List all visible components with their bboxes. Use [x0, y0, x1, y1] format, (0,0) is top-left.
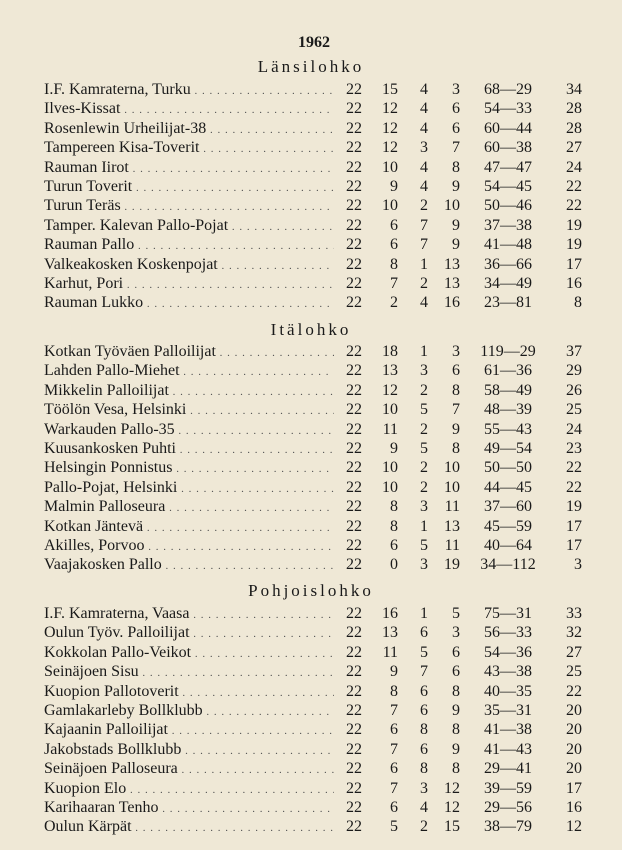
drawn: 2 — [420, 381, 428, 399]
points: 24 — [566, 420, 582, 438]
won: 7 — [390, 701, 398, 719]
goal-ratio: 60—44 — [484, 119, 532, 137]
drawn: 5 — [420, 643, 428, 661]
table-row — [0, 817, 622, 836]
drawn: 1 — [420, 255, 428, 273]
table-row — [0, 138, 622, 157]
won: 10 — [382, 158, 398, 176]
won: 10 — [382, 197, 398, 215]
table-row — [0, 604, 622, 623]
team-name: Karihaaran Tenho . . . — [44, 798, 334, 819]
won: 6 — [390, 536, 398, 554]
lost: 13 — [444, 517, 460, 535]
drawn: 3 — [420, 779, 428, 797]
played: 22 — [346, 177, 362, 195]
won: 6 — [390, 236, 398, 254]
lost: 9 — [452, 216, 460, 234]
won: 6 — [390, 721, 398, 739]
drawn: 7 — [420, 663, 428, 681]
team-name: Gamlakarleby Bollklubb . . . — [44, 701, 334, 722]
won: 2 — [390, 294, 398, 312]
lost: 13 — [444, 255, 460, 273]
lost: 8 — [452, 158, 460, 176]
table-row — [0, 779, 622, 798]
team-name: Pallo-Pojat, Helsinki . . . — [44, 478, 334, 499]
drawn: 2 — [420, 478, 428, 496]
lost: 13 — [444, 274, 460, 292]
goal-ratio: 50—50 — [484, 459, 532, 477]
points: 16 — [566, 274, 582, 292]
table-row — [0, 119, 622, 138]
drawn: 8 — [420, 760, 428, 778]
table-row — [0, 420, 622, 439]
goal-ratio: 50—46 — [484, 197, 532, 215]
team-name: I.F. Kamraterna, Turku . . . — [44, 80, 334, 101]
table-row — [0, 80, 622, 99]
points: 25 — [566, 401, 582, 419]
table-row — [0, 458, 622, 477]
team-name: Jakobstads Bollklubb . . . — [44, 740, 334, 761]
team-name: Kajaanin Palloilijat . . . — [44, 720, 334, 741]
group-heading-italohko: Itälohko — [270, 320, 352, 339]
won: 12 — [382, 100, 398, 118]
table-row — [0, 740, 622, 759]
group-table-pohjoislohko — [0, 604, 622, 837]
table-row — [0, 798, 622, 817]
group-table-italohko — [0, 342, 622, 575]
lost: 8 — [452, 381, 460, 399]
lost: 12 — [444, 798, 460, 816]
team-name: Turun Teräs . . . — [44, 196, 334, 217]
played: 22 — [346, 343, 362, 360]
drawn: 2 — [420, 459, 428, 477]
played: 22 — [346, 236, 362, 254]
lost: 10 — [444, 197, 460, 215]
won: 10 — [382, 459, 398, 477]
played: 22 — [346, 274, 362, 292]
table-row — [0, 99, 622, 118]
played: 22 — [346, 197, 362, 215]
team-name: Seinäjoen Sisu . . . — [44, 662, 334, 683]
lost: 9 — [452, 177, 460, 195]
drawn: 2 — [420, 274, 428, 292]
points: 17 — [566, 517, 582, 535]
won: 11 — [382, 420, 398, 438]
lost: 9 — [452, 740, 460, 758]
goal-ratio: 54—33 — [484, 100, 532, 118]
lost: 9 — [452, 420, 460, 438]
points: 22 — [566, 177, 582, 195]
won: 7 — [390, 274, 398, 292]
team-name: Kuopion Pallotoverit . . . — [44, 682, 334, 703]
played: 22 — [346, 721, 362, 739]
drawn: 4 — [420, 798, 428, 816]
goal-ratio: 44—45 — [484, 478, 532, 496]
played: 22 — [346, 818, 362, 836]
played: 22 — [346, 498, 362, 516]
points: 33 — [566, 605, 582, 622]
goal-ratio: 40—35 — [484, 682, 532, 700]
drawn: 2 — [420, 197, 428, 215]
lost: 8 — [452, 682, 460, 700]
points: 28 — [566, 119, 582, 137]
table-row — [0, 293, 622, 312]
points: 22 — [566, 478, 582, 496]
drawn: 2 — [420, 818, 428, 836]
played: 22 — [346, 420, 362, 438]
goal-ratio: 61—36 — [484, 362, 532, 380]
drawn: 6 — [420, 740, 428, 758]
won: 9 — [390, 663, 398, 681]
lost: 12 — [444, 779, 460, 797]
lost: 5 — [452, 605, 460, 622]
points: 3 — [574, 556, 582, 574]
points: 16 — [566, 798, 582, 816]
played: 22 — [346, 81, 362, 98]
played: 22 — [346, 740, 362, 758]
won: 5 — [390, 818, 398, 836]
team-name: Rosenlewin Urheilijat-38 . . . — [44, 119, 334, 140]
table-row — [0, 158, 622, 177]
table-row — [0, 255, 622, 274]
goal-ratio: 40—64 — [484, 536, 532, 554]
played: 22 — [346, 624, 362, 642]
goal-ratio: 35—31 — [484, 701, 532, 719]
won: 15 — [382, 81, 398, 98]
lost: 15 — [444, 818, 460, 836]
lost: 3 — [452, 81, 460, 98]
won: 13 — [382, 624, 398, 642]
won: 8 — [390, 517, 398, 535]
goal-ratio: 39—59 — [484, 779, 532, 797]
team-name: Warkauden Pallo-35 . . . — [44, 420, 334, 441]
table-row — [0, 381, 622, 400]
table-row — [0, 682, 622, 701]
points: 29 — [566, 362, 582, 380]
goal-ratio: 41—43 — [484, 740, 532, 758]
points: 17 — [566, 779, 582, 797]
lost: 9 — [452, 236, 460, 254]
table-row — [0, 536, 622, 555]
drawn: 1 — [420, 517, 428, 535]
points: 26 — [566, 381, 582, 399]
lost: 7 — [452, 139, 460, 157]
won: 7 — [390, 779, 398, 797]
table-row — [0, 759, 622, 778]
drawn: 5 — [420, 439, 428, 457]
season-year: 1962 — [298, 34, 330, 51]
table-row — [0, 555, 622, 574]
goal-ratio: 29—41 — [484, 760, 532, 778]
drawn: 4 — [420, 81, 428, 98]
played: 22 — [346, 255, 362, 273]
team-name: Kuusankosken Puhti . . . — [44, 439, 334, 460]
played: 22 — [346, 381, 362, 399]
table-row — [0, 623, 622, 642]
points: 27 — [566, 139, 582, 157]
won: 10 — [382, 478, 398, 496]
won: 6 — [390, 216, 398, 234]
points: 19 — [566, 216, 582, 234]
lost: 6 — [452, 643, 460, 661]
team-name: Oulun Kärpät . . . — [44, 817, 334, 838]
table-row — [0, 361, 622, 380]
team-name: Akilles, Porvoo . . . — [44, 536, 334, 557]
goal-ratio: 56—33 — [484, 624, 532, 642]
drawn: 3 — [420, 498, 428, 516]
drawn: 1 — [420, 605, 428, 622]
played: 22 — [346, 556, 362, 574]
won: 8 — [390, 255, 398, 273]
team-name: Rauman Lukko . . . — [44, 293, 334, 314]
team-name: Mikkelin Palloilijat . . . — [44, 381, 334, 402]
team-name: Turun Toverit . . . — [44, 177, 334, 198]
lost: 7 — [452, 401, 460, 419]
goal-ratio: 23—81 — [484, 294, 532, 312]
lost: 6 — [452, 362, 460, 380]
lost: 6 — [452, 100, 460, 118]
won: 0 — [390, 556, 398, 574]
won: 12 — [382, 381, 398, 399]
goal-ratio: 43—38 — [484, 663, 532, 681]
table-row — [0, 196, 622, 215]
won: 6 — [390, 798, 398, 816]
team-name: Kuopion Elo . . . — [44, 779, 334, 800]
team-name: Lahden Pallo-Miehet . . . — [44, 361, 334, 382]
table-row — [0, 720, 622, 739]
team-name: Rauman Pallo . . . — [44, 235, 334, 256]
played: 22 — [346, 294, 362, 312]
goal-ratio: 45—59 — [484, 517, 532, 535]
table-row — [0, 497, 622, 516]
played: 22 — [346, 216, 362, 234]
won: 10 — [382, 401, 398, 419]
goal-ratio: 41—38 — [484, 721, 532, 739]
lost: 8 — [452, 439, 460, 457]
drawn: 5 — [420, 401, 428, 419]
table-row — [0, 517, 622, 536]
table-row — [0, 643, 622, 662]
table-row — [0, 662, 622, 681]
won: 12 — [382, 119, 398, 137]
played: 22 — [346, 439, 362, 457]
won: 18 — [382, 343, 398, 360]
table-row — [0, 439, 622, 458]
points: 32 — [566, 624, 582, 642]
played: 22 — [346, 643, 362, 661]
lost: 6 — [452, 119, 460, 137]
won: 9 — [390, 177, 398, 195]
lost: 19 — [444, 556, 460, 574]
points: 24 — [566, 158, 582, 176]
team-name: Kotkan Jäntevä . . . — [44, 517, 334, 538]
won: 8 — [390, 682, 398, 700]
drawn: 3 — [420, 139, 428, 157]
lost: 16 — [444, 294, 460, 312]
drawn: 6 — [420, 682, 428, 700]
team-name: Malmin Palloseura . . . — [44, 497, 334, 518]
team-name: Kokkolan Pallo-Veikot . . . — [44, 643, 334, 664]
won: 11 — [382, 643, 398, 661]
points: 25 — [566, 663, 582, 681]
group-heading-lansilohko: Länsilohko — [257, 57, 365, 76]
goal-ratio: 54—45 — [484, 177, 532, 195]
points: 34 — [566, 81, 582, 98]
team-name: Ilves-Kissat . . . — [44, 99, 334, 120]
played: 22 — [346, 682, 362, 700]
played: 22 — [346, 139, 362, 157]
played: 22 — [346, 779, 362, 797]
team-name: Töölön Vesa, Helsinki . . . — [44, 400, 334, 421]
team-name: I.F. Kamraterna, Vaasa . . . — [44, 604, 334, 625]
drawn: 4 — [420, 158, 428, 176]
points: 8 — [574, 294, 582, 312]
team-name: Seinäjoen Palloseura . . . — [44, 759, 334, 780]
played: 22 — [346, 798, 362, 816]
team-name: Valkeakosken Koskenpojat . . . — [44, 255, 334, 276]
goal-ratio: 55—43 — [484, 420, 532, 438]
team-name: Oulun Työv. Palloilijat . . . — [44, 623, 334, 644]
goal-ratio: 36—66 — [484, 255, 532, 273]
points: 19 — [566, 236, 582, 254]
table-row — [0, 342, 622, 361]
points: 17 — [566, 255, 582, 273]
lost: 3 — [452, 343, 460, 360]
lost: 8 — [452, 760, 460, 778]
points: 37 — [566, 343, 582, 360]
goal-ratio: 37—38 — [484, 216, 532, 234]
played: 22 — [346, 401, 362, 419]
table-row — [0, 478, 622, 497]
team-name: Vaajakosken Pallo . . . — [44, 555, 334, 576]
won: 6 — [390, 760, 398, 778]
won: 12 — [382, 139, 398, 157]
points: 17 — [566, 536, 582, 554]
played: 22 — [346, 158, 362, 176]
points: 20 — [566, 701, 582, 719]
played: 22 — [346, 663, 362, 681]
goal-ratio: 68—29 — [484, 81, 532, 98]
goal-ratio: 54—36 — [484, 643, 532, 661]
goal-ratio: 34—112 — [480, 556, 536, 574]
drawn: 2 — [420, 420, 428, 438]
points: 20 — [566, 740, 582, 758]
played: 22 — [346, 459, 362, 477]
goal-ratio: 41—48 — [484, 236, 532, 254]
goal-ratio: 29—56 — [484, 798, 532, 816]
points: 19 — [566, 498, 582, 516]
goal-ratio: 58—49 — [484, 381, 532, 399]
drawn: 4 — [420, 119, 428, 137]
team-name: Helsingin Ponnistus . . . — [44, 458, 334, 479]
drawn: 1 — [420, 343, 428, 360]
table-row — [0, 274, 622, 293]
group-table-lansilohko — [0, 80, 622, 313]
played: 22 — [346, 478, 362, 496]
group-heading-pohjoislohko: Pohjoislohko — [248, 581, 374, 600]
played: 22 — [346, 100, 362, 118]
won: 7 — [390, 740, 398, 758]
table-row — [0, 400, 622, 419]
lost: 6 — [452, 663, 460, 681]
lost: 8 — [452, 721, 460, 739]
drawn: 6 — [420, 624, 428, 642]
played: 22 — [346, 362, 362, 380]
goal-ratio: 37—60 — [484, 498, 532, 516]
played: 22 — [346, 701, 362, 719]
lost: 11 — [444, 536, 460, 554]
team-name: Karhut, Pori . . . — [44, 274, 334, 295]
goal-ratio: 119—29 — [480, 343, 536, 360]
played: 22 — [346, 517, 362, 535]
played: 22 — [346, 605, 362, 622]
drawn: 7 — [420, 236, 428, 254]
drawn: 7 — [420, 216, 428, 234]
points: 22 — [566, 682, 582, 700]
drawn: 3 — [420, 556, 428, 574]
team-name: Tamper. Kalevan Pallo-Pojat . . . — [44, 216, 334, 237]
drawn: 4 — [420, 294, 428, 312]
lost: 10 — [444, 478, 460, 496]
table-row — [0, 701, 622, 720]
played: 22 — [346, 119, 362, 137]
drawn: 6 — [420, 701, 428, 719]
table-row — [0, 177, 622, 196]
team-name: Rauman Iirot . . . — [44, 158, 334, 179]
goal-ratio: 48—39 — [484, 401, 532, 419]
won: 16 — [382, 605, 398, 622]
drawn: 4 — [420, 177, 428, 195]
table-row — [0, 235, 622, 254]
goal-ratio: 75—31 — [484, 605, 532, 622]
lost: 3 — [452, 624, 460, 642]
goal-ratio: 34—49 — [484, 274, 532, 292]
points: 23 — [566, 439, 582, 457]
points: 27 — [566, 643, 582, 661]
played: 22 — [346, 536, 362, 554]
goal-ratio: 47—47 — [484, 158, 532, 176]
team-name: Tampereen Kisa-Toverit . . . — [44, 138, 334, 159]
points: 28 — [566, 100, 582, 118]
lost: 9 — [452, 701, 460, 719]
goal-ratio: 60—38 — [484, 139, 532, 157]
won: 13 — [382, 362, 398, 380]
lost: 10 — [444, 459, 460, 477]
played: 22 — [346, 760, 362, 778]
points: 12 — [566, 818, 582, 836]
lost: 11 — [444, 498, 460, 516]
goal-ratio: 38—79 — [484, 818, 532, 836]
points: 22 — [566, 197, 582, 215]
points: 20 — [566, 721, 582, 739]
drawn: 4 — [420, 100, 428, 118]
points: 20 — [566, 760, 582, 778]
drawn: 8 — [420, 721, 428, 739]
won: 9 — [390, 439, 398, 457]
table-row — [0, 216, 622, 235]
drawn: 3 — [420, 362, 428, 380]
drawn: 5 — [420, 536, 428, 554]
points: 22 — [566, 459, 582, 477]
goal-ratio: 49—54 — [484, 439, 532, 457]
team-name: Kotkan Työväen Palloilijat . . . — [44, 342, 334, 363]
won: 8 — [390, 498, 398, 516]
